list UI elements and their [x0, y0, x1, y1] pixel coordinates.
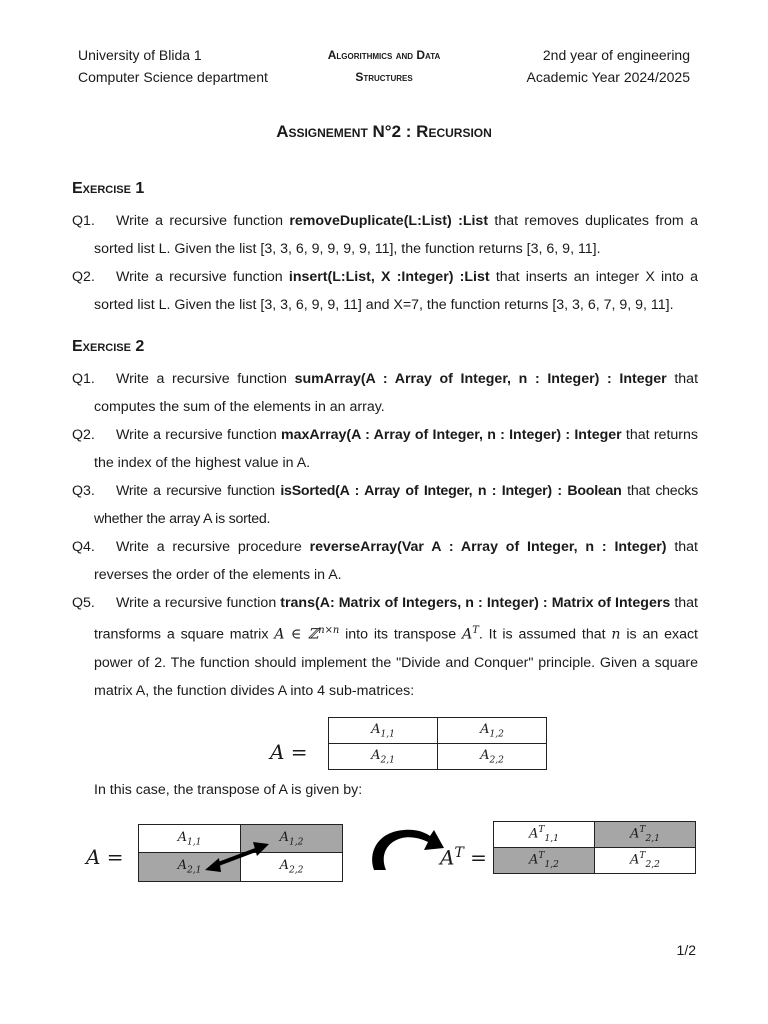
function-signature: trans(A: Matrix of Integers, n : Integer) : Matrix of Integers — [280, 595, 671, 611]
block-a12: $A_{1,2}$ — [241, 825, 343, 853]
exercise-1-title: Exercise 1 — [72, 180, 145, 197]
swap-arrow-icon — [195, 834, 285, 878]
block-a12: $A_{1,2}$ — [438, 718, 547, 744]
block-at21: $A^T_{1,2}$ — [494, 848, 595, 874]
question-number: Q1. — [72, 371, 95, 387]
question-text: Write a recursive function trans(A: Matrix of Integers, n : Integer) : Matrix of Integers that transforms a square matrix A ∈ ℤ$^{n\times n}$ into its transpose $A^T$. It is assumed that n is an exact power of 2. The function should implement the "Divide and Conquer" principle. Given a square matrix A, the function divides A into 4 sub-matrices: — [94, 595, 699, 699]
course-name-line2: Structures — [355, 70, 413, 84]
block-a22: $A_{2,2}$ — [241, 853, 343, 882]
block-at22: $A^T_{2,2}$ — [595, 848, 696, 874]
question-text: Write a recursive function sumArray(A : Array of Integer, n : Integer) : Integer that computes the sum of the elements in an array. — [94, 371, 699, 415]
question-text: Write a recursive function isSorted(A : Array of Integer, n : Integer) : Boolean that checks whether the array A is sorted. — [94, 483, 698, 527]
exercise-1-q2 — [72, 263, 698, 319]
header-right — [527, 44, 690, 88]
question-number: Q2. — [72, 269, 95, 285]
block-a11: $A_{1,1}$ — [139, 825, 241, 853]
block-a22: $A_{2,2}$ — [438, 744, 547, 770]
question-text: Write a recursive procedure reverseArray(Var A : Array of Integer, n : Integer) that reverses the order of the elements in A. — [94, 539, 698, 583]
question-text: Write a recursive function removeDuplicate(L:List) :List that removes duplicates from a sorted list L. Given the list [3, 3, 6, 9, 9, 9, 9, 11], the function returns [3, 6, 9, 11]. — [94, 213, 698, 257]
function-signature: maxArray(A : Array of Integer, n : Integer) : Integer — [280, 427, 622, 443]
year-of-study: 2nd year of engineering — [542, 47, 690, 63]
block-a21: $A_{2,1}$ — [329, 744, 438, 770]
department-name: Computer Science department — [78, 69, 268, 85]
exercise-2-q2 — [72, 421, 698, 477]
header-center — [300, 44, 468, 88]
question-number: Q2. — [72, 427, 95, 443]
block-a21: $A_{2,1}$ — [139, 853, 241, 882]
exercise-2-q1 — [72, 365, 698, 421]
page-title: Assignement N°2 : Recursion — [276, 122, 492, 141]
function-signature: removeDuplicate(L:List) :List — [289, 213, 489, 229]
academic-year: Academic Year 2024/2025 — [526, 69, 690, 85]
exercise-2-q3 — [72, 477, 698, 533]
exercise-2-q5 — [72, 589, 698, 705]
matrix-at-blocks — [493, 821, 696, 874]
question-number: Q5. — [72, 595, 95, 611]
exercise-1-q1 — [72, 207, 698, 263]
function-signature: reverseArray(Var A : Array of Integer, n : Integer) — [309, 539, 667, 555]
block-at11: $A^T_{1,1}$ — [494, 822, 595, 848]
block-a11: $A_{1,1}$ — [329, 718, 438, 744]
page-number: 1/2 — [676, 942, 696, 958]
question-number: Q3. — [72, 483, 95, 499]
matrix-a-label: A = — [270, 740, 308, 764]
matrix-a-blocks — [328, 717, 547, 770]
matrix-at-label: $A^T$ = — [440, 845, 487, 870]
matrix-a-swap-label: A = — [86, 845, 124, 869]
question-number: Q1. — [72, 213, 95, 229]
function-signature: isSorted(A : Array of Integer, n : Integer) : Boolean — [280, 483, 622, 499]
exercise-2-title: Exercise 2 — [72, 338, 145, 355]
question-text: Write a recursive function maxArray(A : Array of Integer, n : Integer) : Integer that returns the index of the highest value in A. — [94, 427, 698, 471]
university-name: University of Blida 1 — [78, 47, 202, 63]
course-name-line1: Algorithmics and Data — [327, 48, 441, 62]
header-left — [78, 44, 268, 88]
question-text: Write a recursive function insert(L:List, X :Integer) :List that inserts an integer X into a sorted list L. Given the list [3, 3, 6, 9, 9, 11] and X=7, the function returns [3, 3, 6, 7, 9, 9, 11]. — [94, 269, 699, 313]
block-at12: $A^T_{2,1}$ — [595, 822, 696, 848]
transpose-intro: In this case, the transpose of A is given by: — [94, 782, 363, 798]
function-signature: insert(L:List, X :Integer) :List — [288, 269, 490, 285]
exercise-2-q4 — [72, 533, 698, 589]
function-signature: sumArray(A : Array of Integer, n : Integer) : Integer — [294, 371, 667, 387]
transform-arrow-icon — [364, 824, 448, 874]
question-number: Q4. — [72, 539, 95, 555]
